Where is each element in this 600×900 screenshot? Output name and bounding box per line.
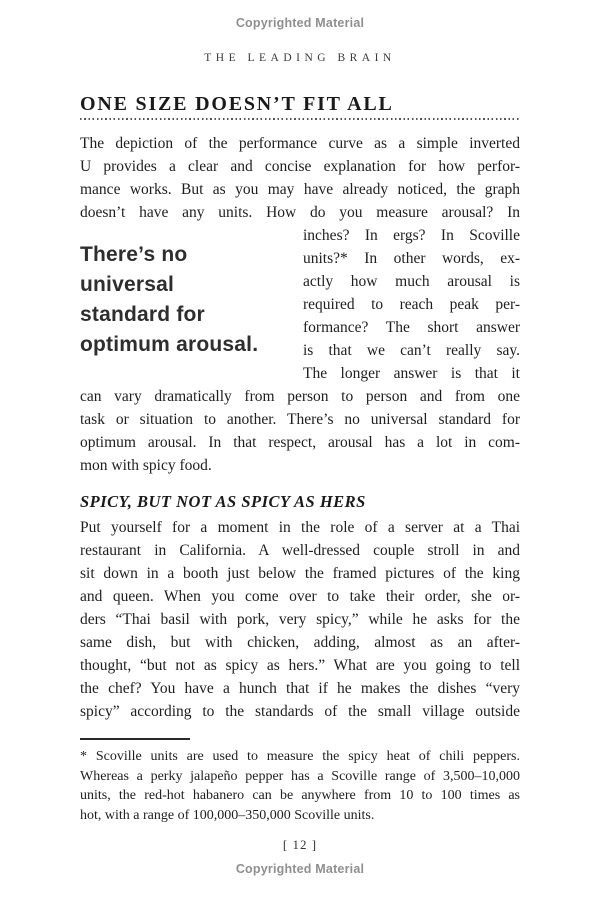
text-line: the chef? You have a hunch that if he makes the dishes “very bbox=[80, 680, 520, 697]
text-line: thought, “but not as spicy as hers.” What are you going to tell bbox=[80, 657, 520, 674]
running-head-book-title: THE LEADING BRAIN bbox=[204, 52, 396, 64]
paragraph-intro-continued bbox=[80, 385, 520, 477]
text-line: formance? The short answer bbox=[303, 319, 520, 336]
footnote-line: * Scoville units are used to measure the spicy heat of chili peppers. bbox=[80, 749, 520, 764]
text-line: optimum arousal. In that respect, arousal has a lot in com- bbox=[80, 434, 520, 451]
subsection-heading: SPICY, BUT NOT AS SPICY AS HERS bbox=[80, 492, 366, 511]
pullquote-and-text-row bbox=[80, 224, 520, 385]
text-line: mon with spicy food. bbox=[80, 457, 212, 474]
text-line: and queen. When you come over to take their order, she or- bbox=[80, 588, 520, 605]
wrapped-text-column bbox=[303, 224, 520, 385]
paragraph-spicy-story bbox=[80, 516, 520, 723]
footnote-line: hot, with a range of 100,000–350,000 Scoville units. bbox=[80, 807, 375, 823]
pull-quote-line: standard for bbox=[80, 303, 205, 326]
footnote-line: units, the red-hot habanero can be anywhere from 10 to 100 times as bbox=[80, 788, 520, 803]
text-line: restaurant in California. A well-dressed couple stroll in and bbox=[80, 542, 520, 559]
pull-quote bbox=[80, 224, 285, 385]
chapter-section-heading: ONE SIZE DOESN’T FIT ALL bbox=[80, 93, 394, 115]
page-content bbox=[80, 93, 520, 825]
dotted-divider bbox=[80, 118, 520, 120]
text-line: U provides a clear and concise explanation for how perfor- bbox=[80, 158, 520, 175]
footnote-divider bbox=[80, 738, 190, 740]
text-line: can vary dramatically from person to person and from one bbox=[80, 388, 520, 405]
text-line: The depiction of the performance curve as a simple inverted bbox=[80, 135, 520, 152]
footnote-line: Whereas a perky jalapeño pepper has a Scoville range of 3,500–10,000 bbox=[80, 768, 520, 784]
text-line: doesn’t have any units. How do you measure arousal? In bbox=[80, 204, 520, 221]
text-line: units?* In other words, ex- bbox=[303, 250, 520, 267]
text-line: required to reach peak per- bbox=[303, 296, 520, 313]
text-line: The longer answer is that it bbox=[303, 365, 520, 382]
text-line: spicy” according to the standards of the small village outside bbox=[80, 703, 520, 720]
text-line: ders “Thai basil with pork, very spicy,” while he asks for the bbox=[80, 611, 520, 628]
text-line: mance works. But as you may have already noticed, the graph bbox=[80, 181, 520, 198]
footnote bbox=[80, 738, 520, 825]
paragraph-intro bbox=[80, 132, 520, 224]
copyright-notice-top: Copyrighted Material bbox=[235, 16, 365, 30]
text-line: task or situation to another. There’s no universal standard for bbox=[80, 411, 520, 428]
text-line: sit down in a booth just below the framed pictures of the king bbox=[80, 565, 520, 582]
text-line: actly how much arousal is bbox=[303, 273, 520, 290]
page-number: [ 12 ] bbox=[282, 837, 318, 852]
text-line: Put yourself for a moment in the role of a server at a Thai bbox=[80, 519, 520, 536]
copyright-notice-bottom: Copyrighted Material bbox=[235, 862, 365, 876]
text-line: is that we can’t really say. bbox=[303, 342, 520, 359]
pull-quote-line: There’s no bbox=[80, 243, 188, 266]
text-line: inches? In ergs? In Scoville bbox=[303, 227, 520, 244]
text-line: same dish, but with chicken, adding, almost as an after- bbox=[80, 634, 520, 651]
pull-quote-line: universal bbox=[80, 273, 175, 296]
pull-quote-line: optimum arousal. bbox=[80, 333, 259, 356]
